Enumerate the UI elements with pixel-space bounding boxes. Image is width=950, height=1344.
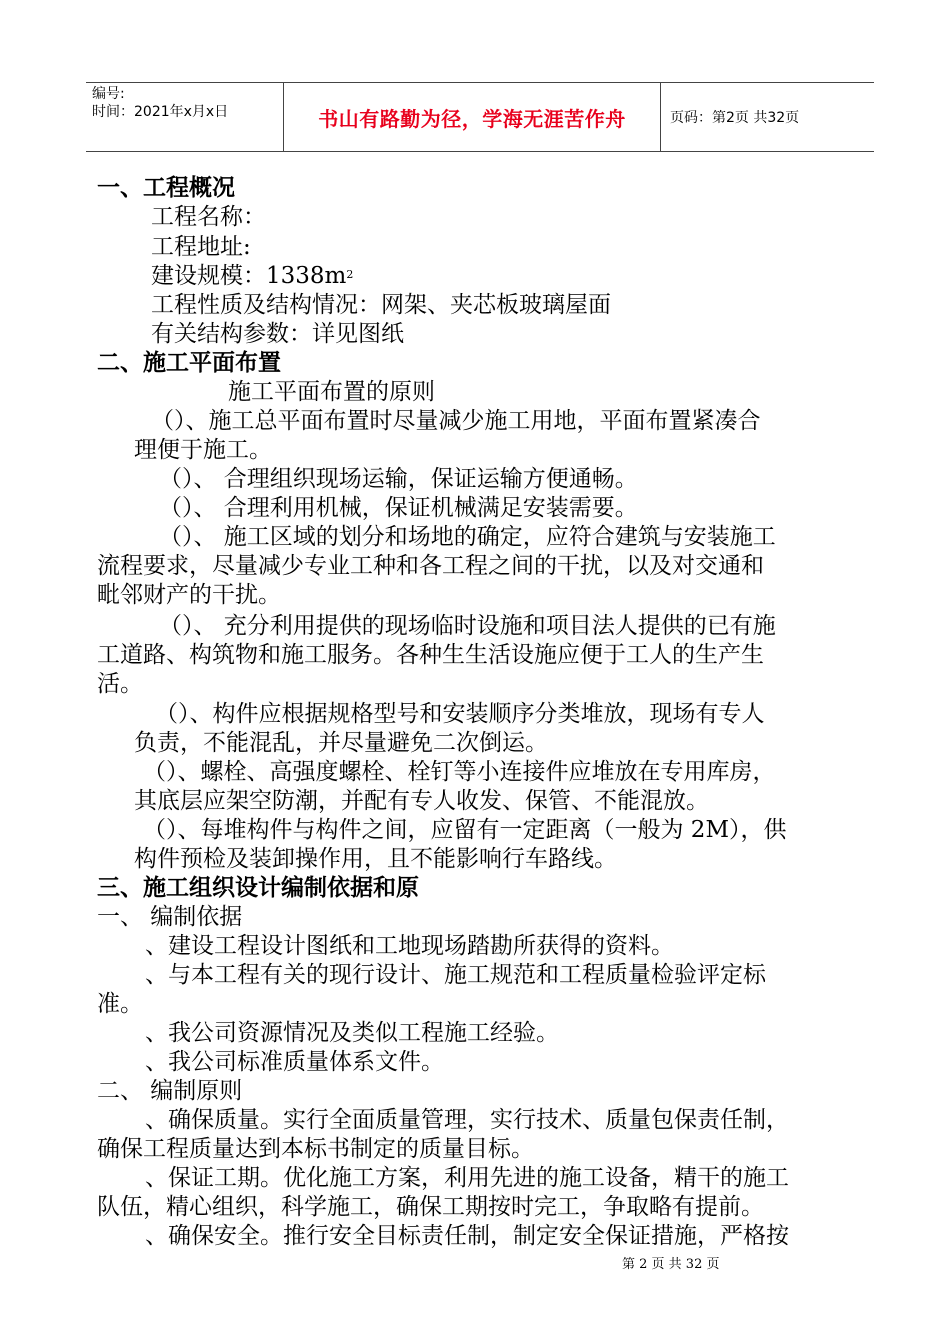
subsection-principle-heading: 二、 编制原则: [97, 1078, 243, 1104]
paragraph-line: 活。: [97, 671, 143, 697]
paragraph-line: 理便于施工。: [134, 437, 272, 463]
project-nature-line: 工程性质及结构情况：网架、夹芯板玻璃屋面: [151, 292, 611, 318]
page-header-table: [86, 82, 874, 152]
project-params-line: 有关结构参数：详见图纸: [151, 321, 404, 347]
project-scale-superscript: 2: [346, 268, 354, 281]
paragraph-line: （）、每堆构件与构件之间，应留有一定距离（一般为 2M），供: [143, 817, 787, 843]
paragraph-line: 、与本工程有关的现行设计、施工规范和工程质量检验评定标: [145, 962, 766, 988]
section-3-title: 三、施工组织设计编制依据和原: [97, 875, 419, 901]
paragraph-line: 准。: [97, 991, 143, 1017]
paragraph-line: （）、 合理利用机械，保证机械满足安装需要。: [159, 495, 638, 521]
paragraph-line: （）、 施工区域的划分和场地的确定，应符合建筑与安装施工: [159, 524, 776, 550]
paragraph-line: （）、施工总平面布置时尽量减少施工用地，平面布置紧凑合: [151, 408, 761, 434]
paragraph-line: 、确保安全。推行安全目标责任制，制定安全保证措施，严格按: [145, 1223, 789, 1249]
project-scale-line: [151, 262, 353, 291]
layout-principle-heading: 施工平面布置的原则: [228, 379, 435, 405]
paragraph-line: （）、 充分利用提供的现场临时设施和项目法人提供的已有施: [159, 613, 776, 639]
page-footer: 第 2 页 共 32 页: [622, 1257, 720, 1272]
paragraph-line: （）、 合理组织现场运输，保证运输方便通畅。: [159, 466, 638, 492]
paragraph-line: 构件预检及装卸操作用，且不能影响行车路线。: [134, 846, 617, 872]
paragraph-line: 、保证工期。优化施工方案，利用先进的施工设备，精干的施工: [145, 1165, 789, 1191]
paragraph-line: 队伍，精心组织，科学施工，确保工期按时完工，争取略有提前。: [97, 1194, 764, 1220]
paragraph-line: 、建设工程设计图纸和工地现场踏勘所获得的资料。: [145, 933, 674, 959]
header-motto: 书山有路勤为径，学海无涯苦作舟: [283, 83, 661, 151]
paragraph-line: 确保工程质量达到本标书制定的质量目标。: [97, 1136, 534, 1162]
section-2-title: 二、施工平面布置: [97, 350, 281, 376]
section-1-title: 一、工程概况: [97, 175, 235, 201]
paragraph-line: （）、螺栓、高强度螺栓、栓钉等小连接件应堆放在专用库房，: [143, 759, 776, 785]
paragraph-line: 、我公司资源情况及类似工程施工经验。: [145, 1020, 559, 1046]
document-number-label: 编号:: [92, 86, 125, 102]
paragraph-line: （）、构件应根据规格型号和安装顺序分类堆放，现场有专人: [155, 701, 765, 727]
project-address-line: 工程地址:: [151, 234, 251, 260]
header-meta-cell: [86, 83, 282, 151]
header-page-info: 页码：第2页 共32页: [670, 110, 800, 126]
paragraph-line: 、确保质量。实行全面质量管理，实行技术、质量包保责任制，: [145, 1107, 789, 1133]
project-name-line: 工程名称：: [151, 204, 266, 230]
paragraph-line: 负责，不能混乱，并尽量避免二次倒运。: [134, 730, 548, 756]
document-time-label: 时间：2021年x月x日: [92, 104, 229, 120]
paragraph-line: 工道路、构筑物和施工服务。各种生生活设施应便于工人的生产生: [97, 642, 764, 668]
paragraph-line: 毗邻财产的干扰。: [97, 582, 281, 608]
paragraph-line: 其底层应架空防潮，并配有专人收发、保管、不能混放。: [134, 788, 709, 814]
project-scale-text: 建设规模：1338m: [151, 263, 347, 289]
paragraph-line: 、我公司标准质量体系文件。: [145, 1049, 444, 1075]
subsection-basis-heading: 一、 编制依据: [97, 904, 243, 930]
paragraph-line: 流程要求，尽量减少专业工种和各工程之间的干扰，以及对交通和: [97, 553, 764, 579]
